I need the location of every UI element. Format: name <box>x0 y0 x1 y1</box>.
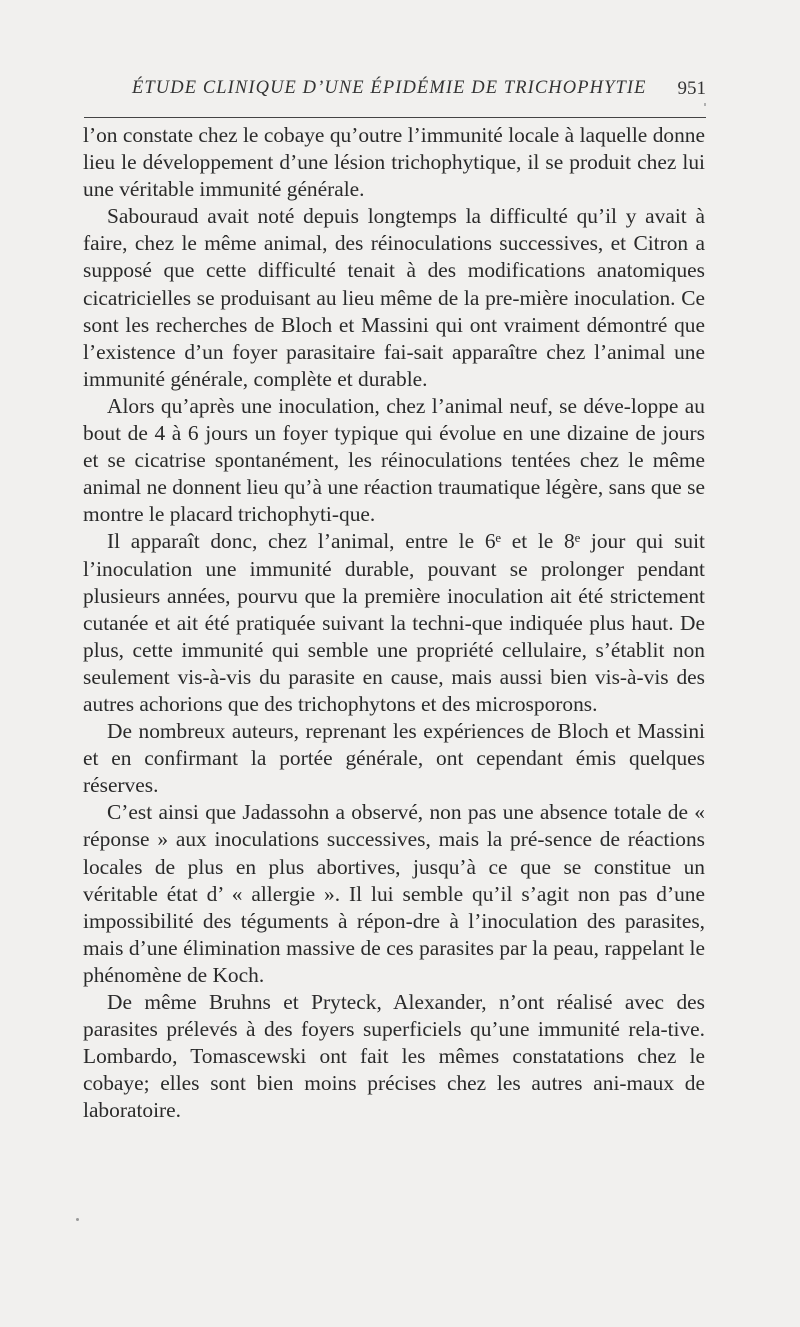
page-number: 951 <box>677 78 706 99</box>
paragraph-bruhns: De même Bruhns et Pryteck, Alexander, n’ont réalisé avec des parasites prélevés à des foyers superficiels qu’une immunité rela-tive. Lombardo, Tomascewski ont fait les mêmes constatations chez le cobaye; elles sont bien moins précises chez les autres ani-maux de laboratoire. <box>83 990 705 1123</box>
paragraph-immunity: Il apparaît donc, chez l’animal, entre le 6ᵉ et le 8ᵉ jour qui suit l’inoculation une immunité durable, pouvant se prolonger pendant plusieurs années, pourvu que la première inoculation ait été strictement cutanée et ait été pratiquée suivant la techni-que indiquée plus haut. De plus, cette immunité qui semble une propriété cellulaire, s’établit non seulement vis-à-vis du parasite en cause, mais aussi bien vis-à-vis des autres achorions que des trichophytons et des microsporons. <box>83 529 705 716</box>
header-rule <box>84 117 706 118</box>
paragraph-continuation: l’on constate chez le cobaye qu’outre l’immunité locale à laquelle donne lieu le développement d’une lésion trichophytique, il se produit chez lui une véritable immunité générale. <box>83 123 705 202</box>
paragraph-jadassohn: C’est ainsi que Jadassohn a observé, non pas une absence totale de « réponse » aux inoculations successives, mais la pré-sence de réactions locales de plus en plus abortives, jusqu’à ce que se constitue un véritable état d’ « allergie ». Il lui semble qu’il s’agit non pas d’une impossibilité des téguments à répon-dre à l’inoculation des parasites, mais d’une élimination massive de ces parasites par la peau, rappelant le phénomène de Koch. <box>83 800 705 987</box>
print-speck <box>76 1218 79 1221</box>
paragraph-authors: De nombreux auteurs, reprenant les expériences de Bloch et Massini et en confirmant la portée générale, ont cependant émis quelques réserves. <box>83 719 705 798</box>
running-title: ÉTUDE CLINIQUE D’UNE ÉPIDÉMIE DE TRICHOPHYTIE <box>132 78 647 98</box>
print-speck <box>704 103 706 106</box>
body-text <box>83 122 705 1124</box>
running-head <box>84 78 706 104</box>
paragraph-sabouraud: Sabouraud avait noté depuis longtemps la difficulté qu’il y avait à faire, chez le même animal, des réinoculations successives, et Citron a supposé que cette difficulté tenait à des modifications anatomiques cicatricielles se produisant au lieu même de la pre-mière inoculation. Ce sont les recherches de Bloch et Massini qui ont vraiment démontré que l’existence d’un foyer parasitaire fai-sait apparaître chez l’animal une immunité générale, complète et durable. <box>83 204 705 391</box>
paragraph-inoculation: Alors qu’après une inoculation, chez l’animal neuf, se déve-loppe au bout de 4 à 6 jours un foyer typique qui évolue en une dizaine de jours et se cicatrise spontanément, les réinoculations tentées chez le même animal ne donnent lieu qu’à une réaction traumatique légère, sans que se montre le placard trichophyti-que. <box>83 393 705 527</box>
